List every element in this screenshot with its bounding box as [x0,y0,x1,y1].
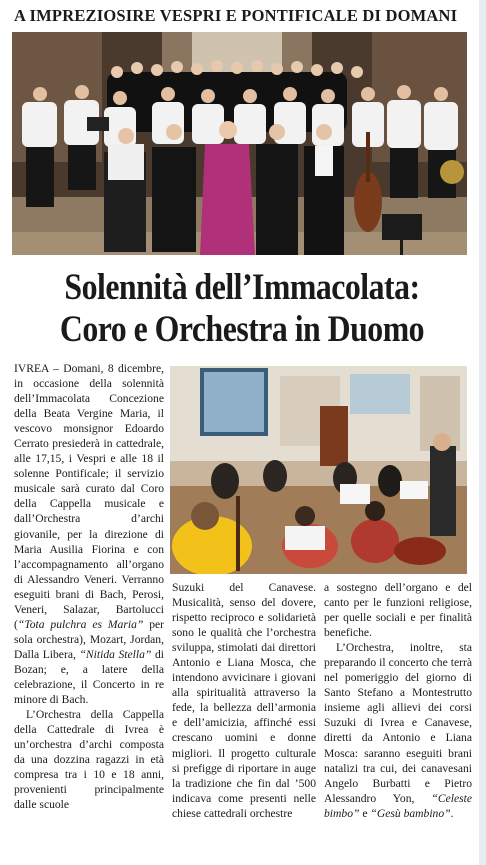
column-2-paragraph-1: Suzuki del Canavese. Musicalità, senso del dovere, rispetto reciproco e solidarietà sono le qualità che l’orchestra sviluppa, stimolati dai direttori Antonio e Liana Mosca, che intendono avvicinare i giovani alla spiritualità attraverso la fede, la bellezza dell’armonia e dell’amicizia, affinché essi crescano uomini e donne migliori. Il progetto culturale si prefigge di riportare in auge la tradizione che fin dal ’500 indicava come presenti nelle chiese cattedrali orchestre [172,581,316,820]
group-photo [12,32,467,255]
rehearsal-photo [170,366,467,574]
headline-line-2: Coro e Orchestra in Duomo [59,309,425,350]
column-1-paragraph-1: IVREA – Domani, 8 dicembre, in occasione della solennità dell’Immacolata Concezione della Beata Vergine Maria, il vescovo monsignor Edoardo Cerrato presiederà in cattedrale, alle 17,15, i Vespri e alle 18 il solenne Pontificale; il servizio musicale sarà curato dal Coro della Cappella musicale e dall’Orchestra d’archi giovanile, per la direzione di Maria Ausilia Fiorina e con l’accompagnamento all’organo di Alessandro Veneri. Verranno eseguiti brani di Bach, Perosi, Veneri, Salazar, Bartolucci (“Tota pulchra es Maria” per sola orchestra), Mozart, Jordan, Dalla Libera, “Nitida Stella” di Bozan; e, a latere della celebrazione, il Concerto in re minore di Bach. [14,362,164,707]
column-3-paragraph-1: a sostegno dell’organo e del canto per le funzioni religiose, per quelle sociali e per finalità benefiche. [324,581,472,640]
page-edge-scrollbar[interactable] [479,0,486,865]
article-column-1 [14,361,164,861]
article-column-3 [324,580,472,861]
headline-line-1: Solennità dell’Immacolata: [64,267,420,308]
column-3-paragraph-2: L’Orchestra, inoltre, sta preparando il concerto che terrà nel pomeriggio del giorno di Santo Stefano a Montestrutto insieme agli allievi dei corsi Suzuki di Ivrea e Canavese, diretti da Antonio e Liana Mosca: saranno eseguiti brani natalizi tra cui, dei canavesani Angelo Burbatti e Pietro Alessandro Yon, “Celeste bimbo” e “Gesù bambino”. [324,641,472,820]
article-column-2 [172,580,316,861]
kicker: A IMPREZIOSIRE VESPRI E PONTIFICALE DI DOMANI [14,6,458,25]
column-1-paragraph-2: L’Orchestra della Cappella della Cattedrale di Ivrea è un’orchestra d’archi composta da una dozzina ragazzi in età compresa tra i 10 e 18 anni, provenienti principalmente dalle scuole [14,708,164,812]
